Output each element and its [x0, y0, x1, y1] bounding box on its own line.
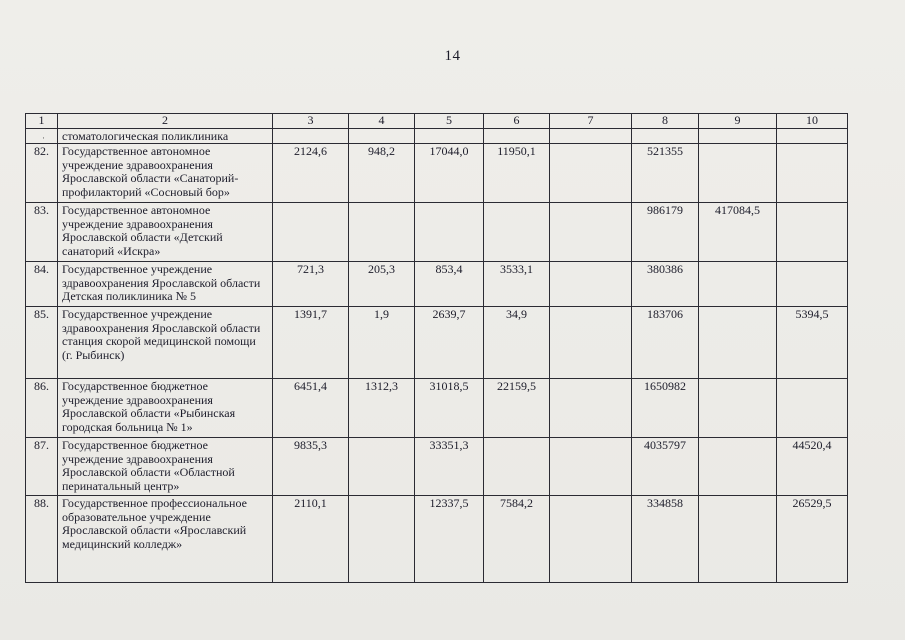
- cell-col4: [349, 496, 415, 583]
- institution-name: Государственное профессиональное образовательное учреждение Ярославской области «Ярославский медицинский колледж»: [58, 496, 273, 583]
- cell-col6: [484, 128, 550, 144]
- header-cell: 5: [415, 114, 484, 129]
- cell-col9: [699, 128, 777, 144]
- institution-name: Государственное бюджетное учреждение здравоохранения Ярославской области «Рыбинская городская больница № 1»: [58, 379, 273, 438]
- cell-col10: 26529,5: [777, 496, 848, 583]
- cell-col8: 521355: [632, 144, 699, 203]
- table-row: [26, 262, 848, 307]
- cell-col10: [777, 203, 848, 262]
- cell-col3: 6451,4: [273, 379, 349, 438]
- cell-col7: [550, 379, 632, 438]
- institution-name: Государственное автономное учреждение здравоохранения Ярославской области «Санаторий-профилакторий «Сосновый бор»: [58, 144, 273, 203]
- cell-col6: 7584,2: [484, 496, 550, 583]
- row-number: 84.: [26, 262, 58, 307]
- cell-col10: 5394,5: [777, 307, 848, 379]
- institution-name: Государственное автономное учреждение здравоохранения Ярославской области «Детский санаторий «Искра»: [58, 203, 273, 262]
- cell-col8: 4035797: [632, 438, 699, 496]
- header-cell: 10: [777, 114, 848, 129]
- header-cell: 9: [699, 114, 777, 129]
- cell-col3: 9835,3: [273, 438, 349, 496]
- cell-col4: 205,3: [349, 262, 415, 307]
- cell-col3: 721,3: [273, 262, 349, 307]
- cell-col10: [777, 128, 848, 144]
- cell-col8: 380386: [632, 262, 699, 307]
- cell-col10: [777, 262, 848, 307]
- row-number: [26, 128, 58, 144]
- institution-name: Государственное бюджетное учреждение здравоохранения Ярославской области «Областной перинатальный центр»: [58, 438, 273, 496]
- cell-col10: [777, 379, 848, 438]
- header-cell: 4: [349, 114, 415, 129]
- table-row: [26, 307, 848, 379]
- cell-col7: [550, 144, 632, 203]
- cell-col3: [273, 128, 349, 144]
- cell-col7: [550, 438, 632, 496]
- cell-col8: 986179: [632, 203, 699, 262]
- institution-name: Государственное учреждение здравоохранения Ярославской области Детская поликлиника № 5: [58, 262, 273, 307]
- cell-col7: [550, 262, 632, 307]
- header-cell: 1: [26, 114, 58, 129]
- cell-col6: [484, 203, 550, 262]
- cell-col9: [699, 262, 777, 307]
- cell-col9: [699, 496, 777, 583]
- institution-name: Государственное учреждение здравоохранения Ярославской области станция скорой медицинской помощи (г. Рыбинск): [58, 307, 273, 379]
- scan-mark: ·: [42, 133, 45, 143]
- cell-col5: [415, 128, 484, 144]
- cell-col7: [550, 203, 632, 262]
- table-header-row: [26, 114, 848, 129]
- cell-col10: 44520,4: [777, 438, 848, 496]
- cell-col8: 183706: [632, 307, 699, 379]
- header-cell: 3: [273, 114, 349, 129]
- cell-col8: [632, 128, 699, 144]
- table-row: [26, 144, 848, 203]
- cell-col8: 334858: [632, 496, 699, 583]
- cell-col9: [699, 144, 777, 203]
- cell-col6: 3533,1: [484, 262, 550, 307]
- cell-col3: 2124,6: [273, 144, 349, 203]
- cell-col3: [273, 203, 349, 262]
- institution-name: стоматологическая поликлиника: [58, 128, 273, 144]
- cell-col5: 853,4: [415, 262, 484, 307]
- cell-col6: [484, 438, 550, 496]
- row-number: 87.: [26, 438, 58, 496]
- header-cell: 8: [632, 114, 699, 129]
- cell-col9: [699, 307, 777, 379]
- table-row: [26, 379, 848, 438]
- cell-col4: [349, 438, 415, 496]
- cell-col4: [349, 128, 415, 144]
- cell-col4: 948,2: [349, 144, 415, 203]
- table-row: [26, 438, 848, 496]
- cell-col5: 12337,5: [415, 496, 484, 583]
- cell-col5: 17044,0: [415, 144, 484, 203]
- cell-col9: 417084,5: [699, 203, 777, 262]
- cell-col6: 22159,5: [484, 379, 550, 438]
- cell-col5: [415, 203, 484, 262]
- cell-col3: 1391,7: [273, 307, 349, 379]
- cell-col8: 1650982: [632, 379, 699, 438]
- cell-col4: 1312,3: [349, 379, 415, 438]
- cell-col10: [777, 144, 848, 203]
- cell-col9: [699, 438, 777, 496]
- row-number: 86.: [26, 379, 58, 438]
- row-number: 83.: [26, 203, 58, 262]
- table-row: [26, 203, 848, 262]
- cell-col9: [699, 379, 777, 438]
- page-number: 14: [444, 48, 461, 64]
- row-number: 88.: [26, 496, 58, 583]
- cell-col4: 1,9: [349, 307, 415, 379]
- cell-col6: 11950,1: [484, 144, 550, 203]
- header-cell: 6: [484, 114, 550, 129]
- row-number: 82.: [26, 144, 58, 203]
- cell-col5: 2639,7: [415, 307, 484, 379]
- cell-col5: 33351,3: [415, 438, 484, 496]
- cell-col7: [550, 496, 632, 583]
- cell-col3: 2110,1: [273, 496, 349, 583]
- cell-col4: [349, 203, 415, 262]
- cell-col6: 34,9: [484, 307, 550, 379]
- cell-col7: [550, 128, 632, 144]
- header-cell: 2: [58, 114, 273, 129]
- cell-col7: [550, 307, 632, 379]
- row-number: 85.: [26, 307, 58, 379]
- table-row: [26, 496, 848, 583]
- table-row: [26, 128, 848, 144]
- header-cell: 7: [550, 114, 632, 129]
- data-table: [25, 113, 848, 583]
- cell-col5: 31018,5: [415, 379, 484, 438]
